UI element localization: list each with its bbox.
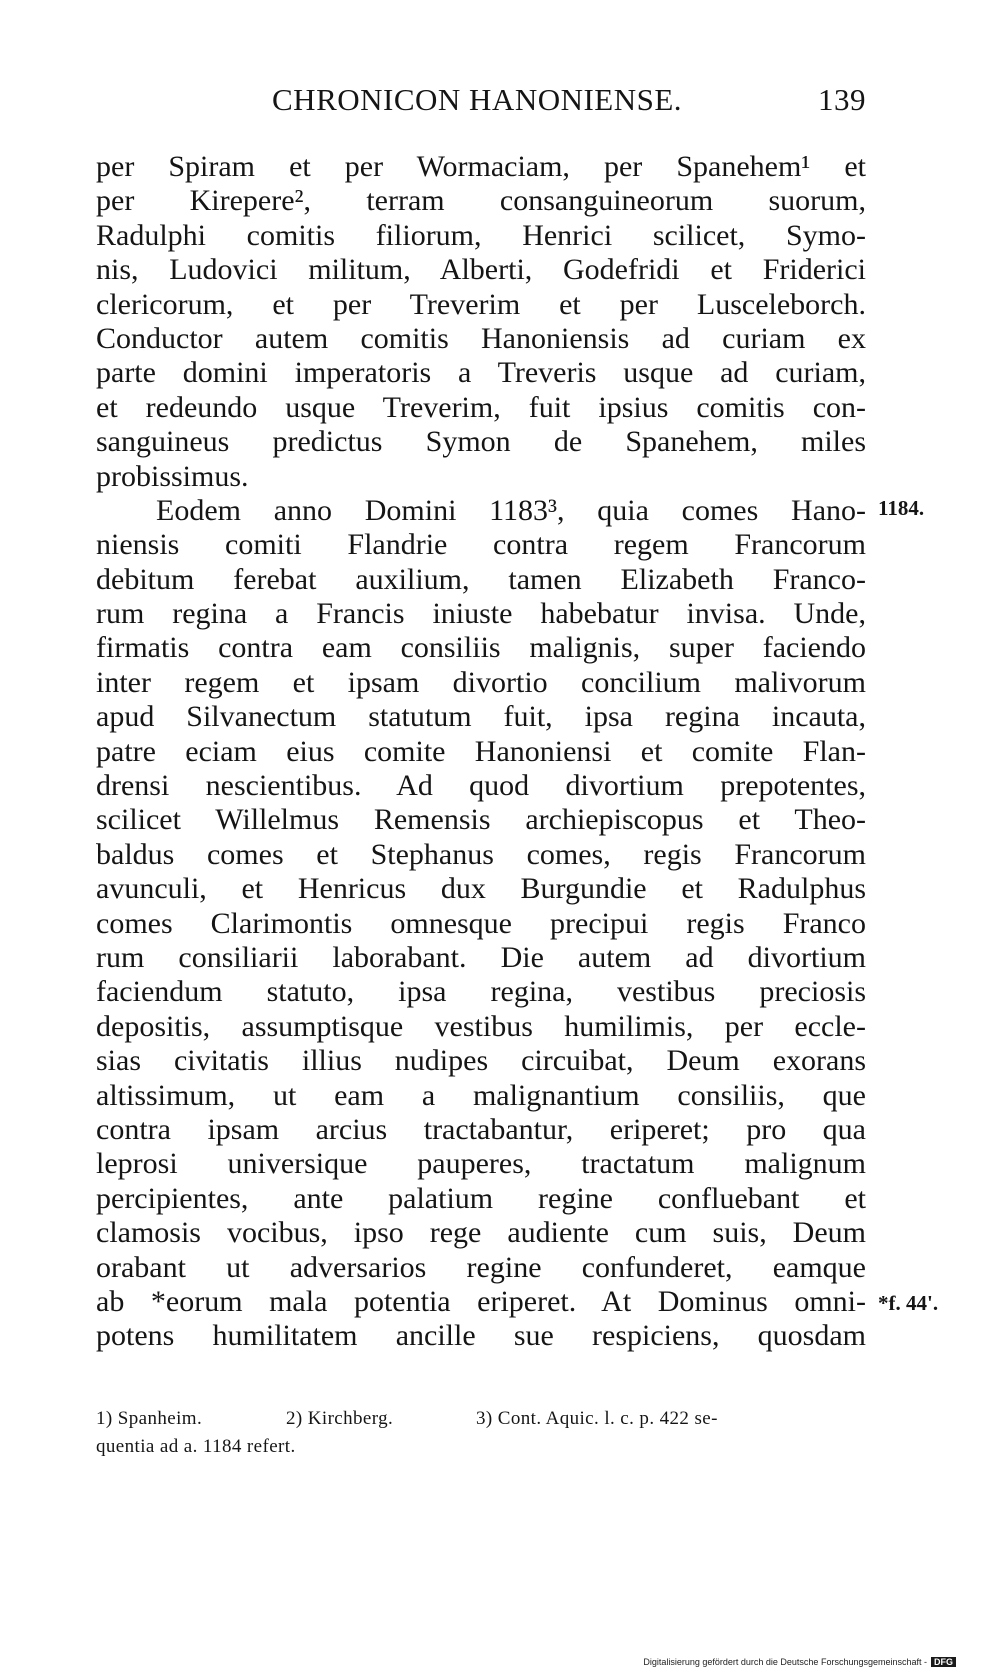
text-line: sias civitatis illius nudipes circuibat, Deum exorans [96,1044,866,1078]
text-line: comes Clarimontis omnesque precipui regis Franco [96,906,866,940]
text-line: clamosis vocibus, ipso rege audiente cum suis, Deum [96,1216,866,1250]
text-line: drensi nescientibus. Ad quod divortium prepotentes, [96,769,866,803]
text-line: Conductor autem comitis Hanoniensis ad curiam ex [96,321,866,355]
body-text [96,150,939,1354]
text-line: inter regem et ipsam divortio concilium malivorum [96,665,866,699]
text-line: rum consiliarii laborabant. Die autem ad divortium [96,940,866,974]
text-line: avunculi, et Henricus dux Burgundie et Radulphus [96,872,866,906]
text-line: apud Silvanectum statutum fuit, ipsa regina incauta, [96,700,866,734]
text-line: nis, Ludovici militum, Alberti, Godefridi et Friderici [96,253,866,287]
digitization-credit [643,1657,956,1667]
text-line: baldus comes et Stephanus comes, regis Francorum [96,837,866,871]
text-line: et redeundo usque Treverim, fuit ipsius comitis con- [96,390,866,424]
footnote-3: 3) Cont. Aquic. l. c. p. 422 se- [476,1408,718,1429]
text-line: leprosi universique pauperes, tractatum malignum [96,1147,866,1181]
text-line: clericorum, et per Treverim et per Lusceleborch. [96,287,866,321]
text-line: faciendum statuto, ipsa regina, vestibus preciosis [96,975,866,1009]
text-line: contra ipsam arcius tractabantur, eriperet; pro qua [96,1112,866,1146]
footnote-2: 2) Kirchberg. [286,1408,394,1429]
text-line: orabant ut adversarios regine confunderet, eamque [96,1250,866,1284]
page-number: 139 [818,82,866,117]
text-line: potens humilitatem ancille sue respiciens, quosdam [96,1319,866,1353]
text-line: parte domini imperatoris a Treveris usque ad curiam, [96,356,866,390]
text-line: per Kirepere², terram consanguineorum suorum, [96,184,866,218]
paragraph-start-line: Eodem anno Domini 1183³, quia comes Hano- [156,493,866,527]
text-line: sanguineus predictus Symon de Spanehem, miles [96,425,866,459]
text-line: probissimus. [96,459,249,493]
text-line: ab *eorum mala potentia eriperet. At Dominus omni- [96,1284,866,1318]
text-line: altissimum, ut eam a malignantium consiliis, que [96,1078,866,1112]
text-line: scilicet Willelmus Remensis archiepiscopus et Theo- [96,803,866,837]
footnote-3-continuation: quentia ad a. 1184 refert. [96,1436,296,1457]
running-head [96,82,866,122]
credit-text: Digitalisierung gefördert durch die Deutsche Forschungsgemeinschaft - [643,1657,927,1667]
text-line: percipientes, ante palatium regine confluebant et [96,1181,866,1215]
footnote-1: 1) Spanheim. [96,1408,203,1429]
margin-note-folio: *f. 44'. [878,1291,939,1315]
text-line: per Spiram et per Wormaciam, per Spanehem¹ et [96,150,866,183]
text-line: niensis comiti Flandrie contra regem Francorum [96,528,866,562]
footnotes [96,1405,866,1461]
text-line: depositis, assumptisque vestibus humilimis, per eccle- [96,1009,866,1043]
text-line: debitum ferebat auxilium, tamen Elizabeth Franco- [96,562,866,596]
text-line: patre eciam eius comite Hanoniensi et comite Flan- [96,734,866,768]
footnote-line [96,1405,866,1433]
margin-note-year: 1184. [878,496,925,520]
running-title: CHRONICON HANONIENSE. [272,82,683,117]
text-line: Radulphi comitis filiorum, Henrici scilicet, Symo- [96,218,866,252]
text-line: firmatis contra eam consiliis malignis, super faciendo [96,631,866,665]
dfg-logo: DFG [931,1657,956,1667]
text-line: rum regina a Francis iniuste habebatur invisa. Unde, [96,597,866,631]
